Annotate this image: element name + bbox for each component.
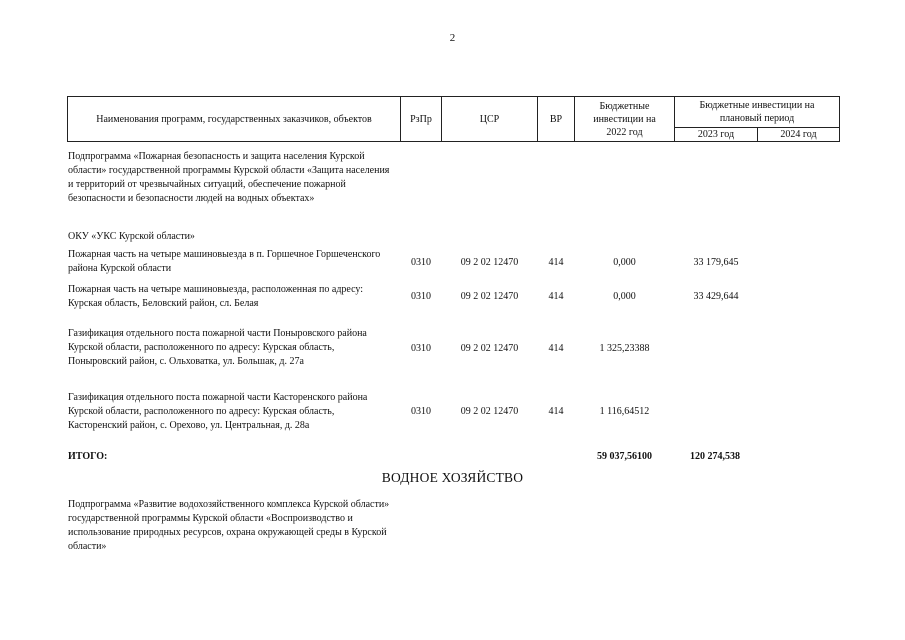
total-label: ИТОГО: [68,451,108,462]
header-vr: ВР [537,96,575,142]
row-rzpr: 0310 [411,257,431,268]
row-vr: 414 [548,257,564,268]
row-csr: 09 2 02 12470 [460,291,519,302]
row-2022: 1 325,23388 [599,343,650,354]
row-csr: 09 2 02 12470 [460,406,519,417]
row-2022: 0,000 [613,257,636,268]
row-vr: 414 [548,406,564,417]
row-2023: 33 179,645 [693,257,739,268]
header-name: Наименования программ, государственных заказчиков, объектов [67,96,401,142]
customer-name: ОКУ «УКС Курской области» [68,231,195,242]
header-inv-2022: Бюджетные инвестиции на 2022 год [574,96,675,142]
total-2022: 59 037,56100 [597,451,652,462]
row-2022: 0,000 [613,291,636,302]
row-name: Газификация отдельного поста пожарной части Касторенского района Курской области, расположенного по адресу: Курская область, Касторенский район, с. Орехово, ул. Центральная, д. 28а [68,392,368,431]
row-csr: 09 2 02 12470 [460,257,519,268]
header-inv-plan: Бюджетные инвестиции на плановый период [674,96,840,128]
row-vr: 414 [548,291,564,302]
row-rzpr: 0310 [411,343,431,354]
total-2023: 120 274,538 [690,451,740,462]
subprogram-water: Подпрограмма «Развитие водохозяйственного комплекса Курской области» государственной программы Курской области «Воспроизводство и использование природных ресурсов, охрана окружающей среды в Курской области» [68,499,390,552]
row-csr: 09 2 02 12470 [460,343,519,354]
row-rzpr: 0310 [411,291,431,302]
row-name: Газификация отдельного поста пожарной части Поныровского района Курской области, расположенного по адресу: Курская область, Поныровский район, с. Ольховатка, ул. Большак, д. 27а [68,328,367,367]
header-2024: 2024 год [757,127,840,142]
row-rzpr: 0310 [411,406,431,417]
row-2023: 33 429,644 [693,291,739,302]
header-rzpr: РзПр [400,96,442,142]
page-number: 2 [449,32,456,44]
header-2023: 2023 год [674,127,758,142]
subprogram-fire-safety: Подпрограмма «Пожарная безопасность и защита населения Курской области» государственной программы Курской области «Защита населения и территорий от чрезвычайных ситуаций, обеспечение пожарной безопасности и безопасности людей на водных объектах» [68,151,390,204]
row-2022: 1 116,64512 [599,406,650,417]
row-name: Пожарная часть на четыре машиновыезда в п. Горшечное Горшеченского района Курской области [68,249,381,274]
row-name: Пожарная часть на четыре машиновыезда, расположенная по адресу: Курская область, Беловский район, сл. Белая [68,284,364,309]
section-title: ВОДНОЕ ХОЗЯЙСТВО [381,470,524,485]
row-vr: 414 [548,343,564,354]
header-csr: ЦСР [441,96,538,142]
